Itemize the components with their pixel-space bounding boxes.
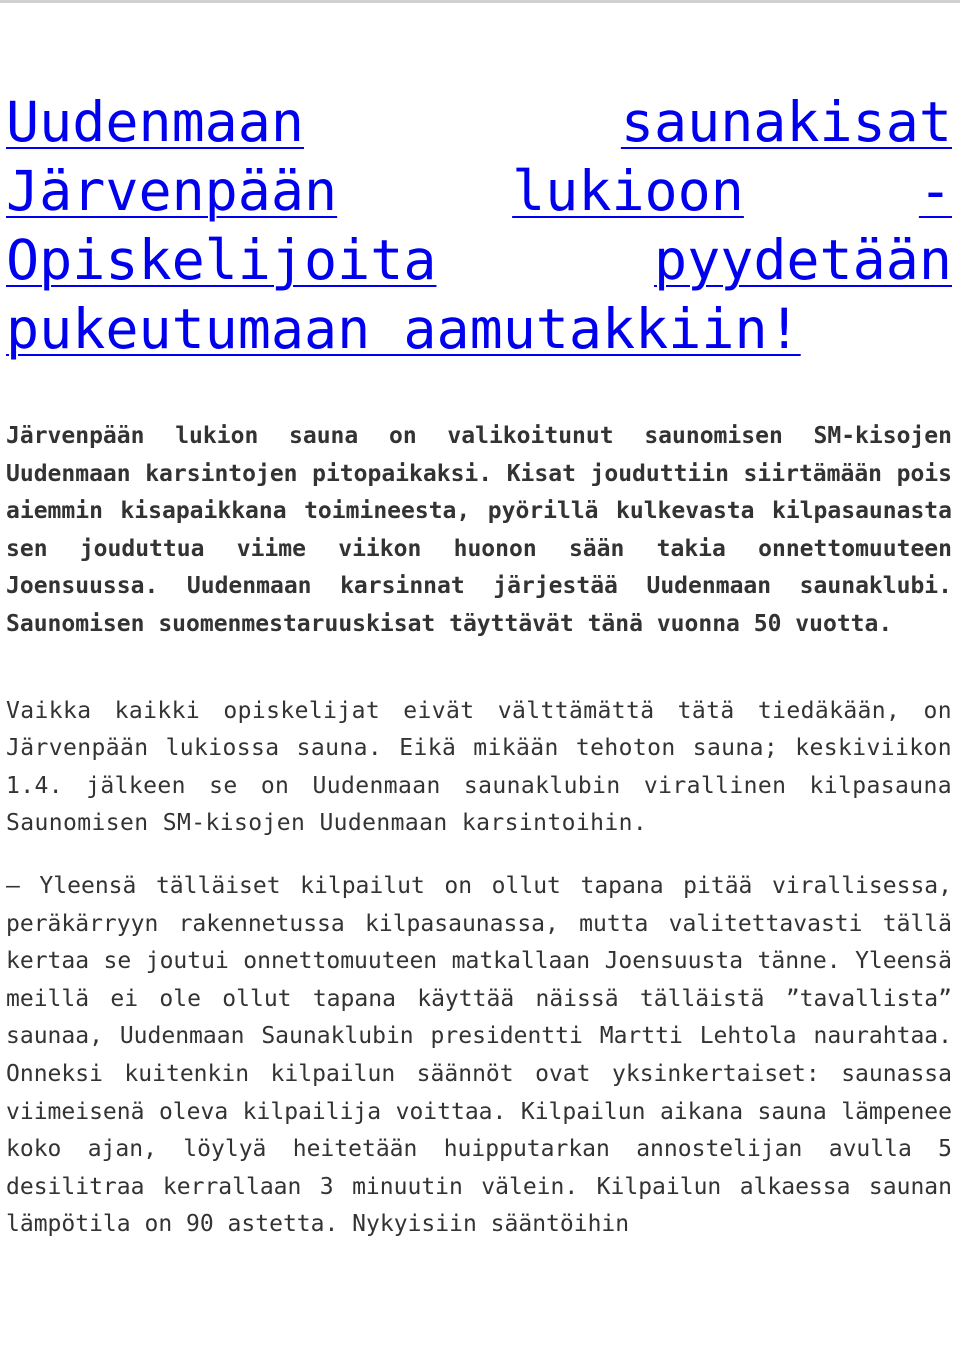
headline-link[interactable] [6,88,952,364]
top-divider [0,0,960,3]
headline-line-3: Opiskelijoita pyydetään [6,228,952,292]
body-paragraph-1: Vaikka kaikki opiskelijat eivät välttämättä tätä tiedäkään, on Järvenpään lukiossa sauna. Eikä mikään tehoton sauna; keskiviikon 1.4. jälkeen se on Uudenmaan saunaklubin virallinen kilpasauna Saunomisen SM-kisojen Uudenmaan karsintoihin. [6,697,952,837]
lead-paragraph: Järvenpään lukion sauna on valikoitunut saunomisen SM-kisojen Uudenmaan karsintojen pitopaikaksi. Kisat jouduttiin siirtämään pois aiemmin kisapaikkana toimineesta, pyörillä kulkevasta kilpasaunasta sen jouduttua viime viikon huonon sään takia onnettomuuteen Joensuussa. Uudenmaan karsinnat järjestää Uudenmaan saunaklubi. Saunomisen suomenmestaruuskisat täyttävät tänä vuonna 50 vuotta. [6,423,952,637]
headline [6,88,952,364]
headline-line-2: Järvenpään lukioon - [6,159,952,223]
body-paragraph-2: – Yleensä tälläiset kilpailut on ollut tapana pitää virallisessa, peräkärryyn rakennetussa kilpasaunassa, mutta valitettavasti tällä kertaa se joutui onnettomuuteen matkallaan Joensuusta tänne. Yleensä meillä ei ole ollut tapana käyttää näissä tälläistä ”tavallista” saunaa, Uudenmaan Saunaklubin presidentti Martti Lehtola naurahtaa. Onneksi kuitenkin kilpailun säännöt ovat yksinkertaiset: saunassa viimeisenä oleva kilpailija voittaa. Kilpailun aikana sauna lämpenee koko ajan, löylyä heitetään huipputarkan annostelijan avulla 5 desilitraa kerrallaan 3 minuutin välein. Kilpailun alkaessa saunan lämpötila on 90 astetta. Nykyisiin sääntöihin [6,872,952,1238]
headline-line-1: Uudenmaan saunakisat [6,90,952,154]
headline-line-4: pukeutumaan aamutakkiin! [6,297,801,361]
article [6,88,952,1244]
